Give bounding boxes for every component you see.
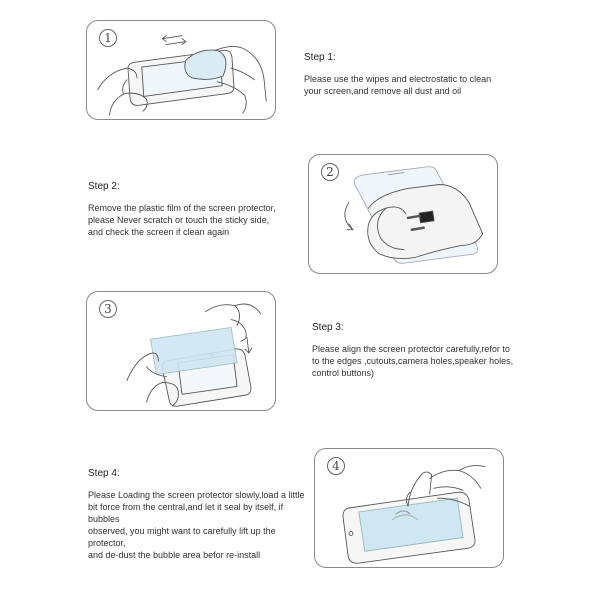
step-3-number: 3 — [99, 300, 117, 318]
step-3-panel — [86, 291, 276, 411]
step-4-number: 4 — [327, 457, 345, 475]
step-1-text — [304, 52, 544, 97]
step-4-panel — [314, 448, 504, 568]
step-3-text — [312, 322, 572, 379]
step-1-body: Please use the wipes and electrostatic to clean your screen,and remove all dust and oil — [304, 74, 492, 96]
step-2-panel — [308, 154, 498, 274]
step-4-title: Step 4: — [88, 468, 120, 479]
step-1-panel — [86, 20, 276, 120]
step-3-body: Please align the screen protector carefully,refor to to the edges ,cutouts,camera holes,speaker holes, control buttons) — [312, 344, 514, 378]
step-3-title: Step 3: — [312, 322, 344, 333]
step-2-title: Step 2: — [88, 181, 120, 192]
step-4-text — [88, 468, 308, 561]
step-2-number: 2 — [321, 163, 339, 181]
step-2-text — [88, 181, 298, 238]
step-1-number: 1 — [99, 29, 117, 47]
step-4-body: Please Loading the screen protector slowly,load a little bit force from the central,and let it seal by itself, if bubbles observed, you might want to carefully lift up the protector, and de-dust the bubble area befor re-install — [88, 490, 305, 560]
step-1-title: Step 1: — [304, 52, 336, 63]
step-2-body: Remove the plastic film of the screen protector, please Never scratch or touch the sticky side, and check the screen if clean again — [88, 203, 276, 237]
